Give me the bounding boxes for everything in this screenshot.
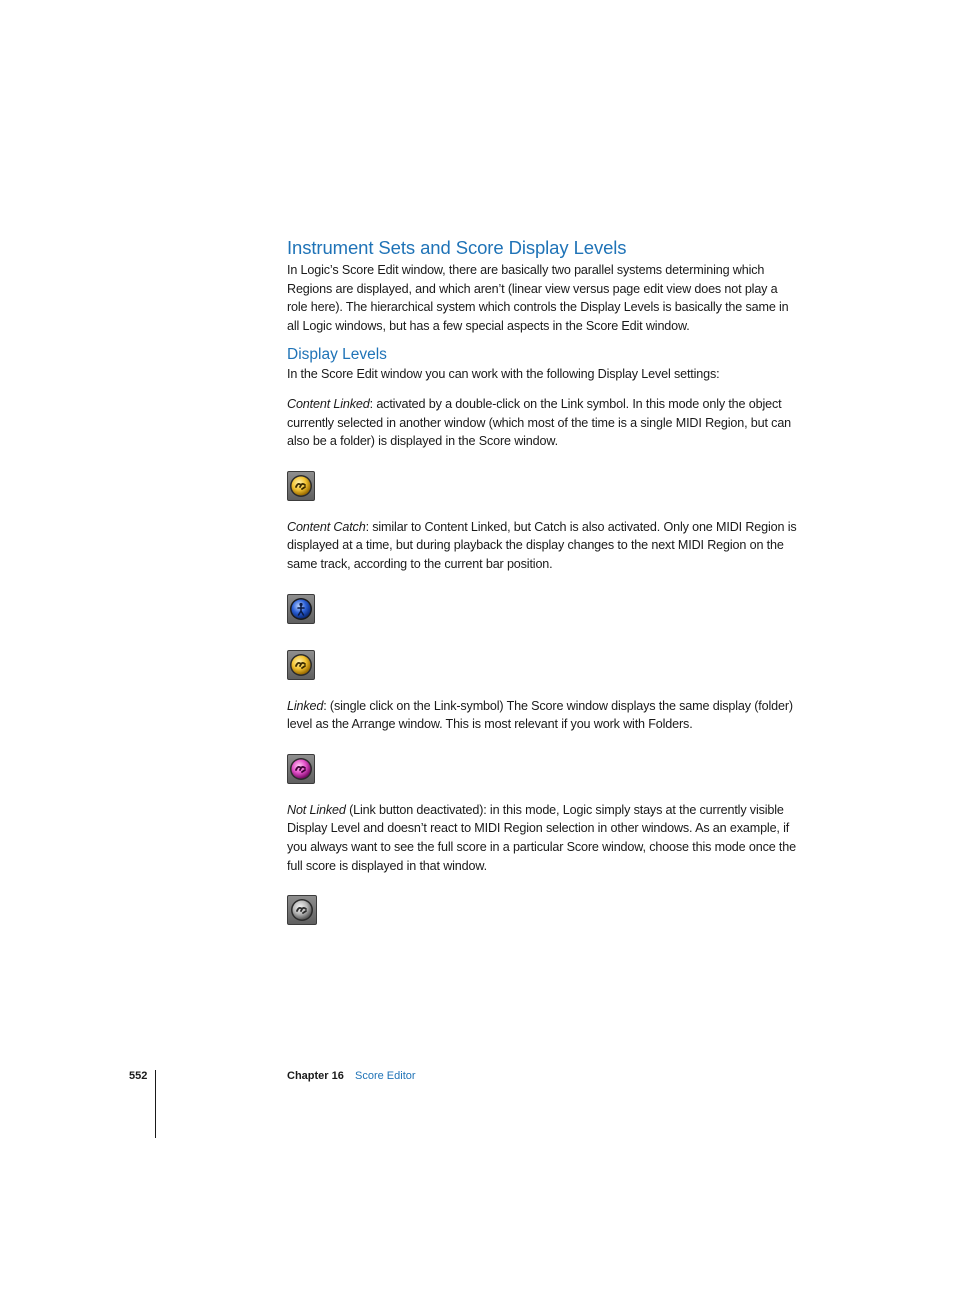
content-linked-text: : activated by a double-click on the Link symbol. In this mode only the object currently selected in another window (which most of the time is a single MIDI Region, but can also be a folder) is displayed in the Score window. (287, 396, 792, 449)
intro-paragraph: In Logic’s Score Edit window, there are basically two parallel systems determining which Regions are displayed, and which aren’t (linear view versus page edit view does not play a role here). The hierarchical system which controls the Display Levels is basically the same in all Logic windows, but has a few special aspects in the Score Edit window. (287, 263, 789, 333)
term-linked: Linked (287, 698, 324, 713)
content-linked-paragraph (287, 395, 797, 451)
page-number: 552 (129, 1070, 148, 1082)
not-linked-paragraph (287, 801, 797, 875)
linked-text: : (single click on the Link-symbol) The Score window displays the same display (folder) level as the Arrange window. This is most relevant if you work with Folders. (287, 698, 793, 732)
footer-chapter: Chapter 16 (287, 1070, 344, 1082)
term-not-linked: Not Linked (287, 802, 346, 817)
section-heading: Instrument Sets and Score Display Levels (287, 237, 627, 258)
linked-paragraph (287, 697, 797, 734)
page-content (287, 236, 797, 925)
term-content-catch: Content Catch (287, 519, 366, 534)
catch-blue-icon (287, 594, 315, 624)
not-linked-text: (Link button deactivated): in this mode, Logic simply stays at the currently visible Display Level and doesn’t react to MIDI Region selection in other windows. As an example, if you always want to see the full score in a particular Score window, choose this mode once the full score is displayed in that window. (287, 802, 796, 873)
footer-divider (155, 1070, 156, 1138)
footer-chapter-title: Score Editor (355, 1070, 416, 1082)
content-catch-text: : similar to Content Linked, but Catch is also activated. Only one MIDI Region is displayed at a time, but during playback the display changes to the next MIDI Region on the same track, according to the current bar position. (287, 519, 797, 571)
content-catch-paragraph (287, 518, 797, 574)
term-content-linked: Content Linked (287, 396, 370, 411)
link-yellow-icon-2 (287, 650, 315, 680)
link-grey-icon (287, 895, 317, 925)
link-yellow-icon (287, 471, 315, 501)
display-levels-intro: In the Score Edit window you can work with the following Display Level settings: (287, 367, 720, 382)
subsection-heading: Display Levels (287, 346, 387, 364)
link-pink-icon (287, 754, 315, 784)
